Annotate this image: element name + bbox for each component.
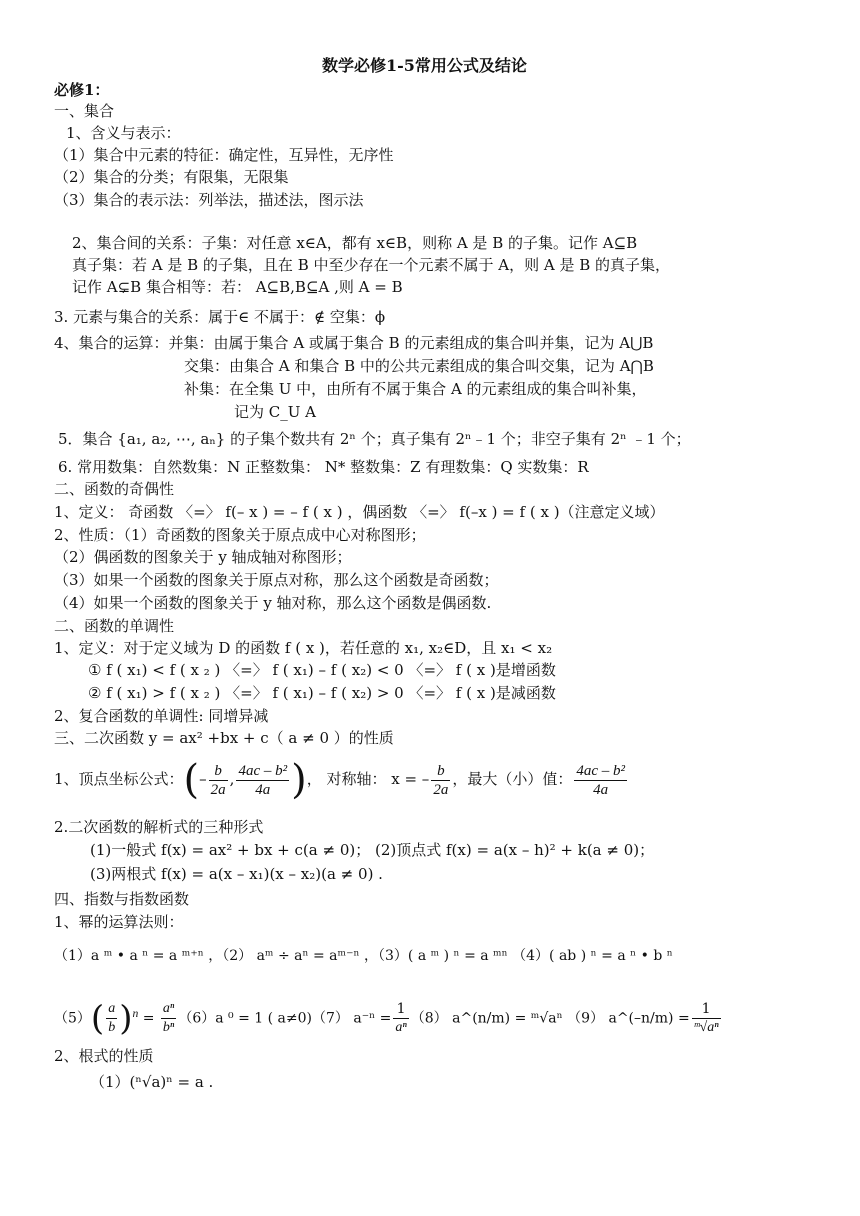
fraction-denominator: 4a	[255, 781, 271, 798]
fraction-denominator: 2a	[433, 781, 449, 798]
fraction-numerator: 1	[393, 1000, 408, 1019]
section-heading: 必修1：	[54, 81, 110, 99]
text-line: （1）a ᵐ • a ⁿ = a ᵐ⁺ⁿ ，（2） aᵐ ÷ aⁿ = aᵐ⁻ⁿ ，（3）( a ᵐ ) ⁿ = a ᵐⁿ （4）( ab ) ⁿ = a ⁿ • b ⁿ	[54, 948, 673, 964]
text-line: (3)两根式 f(x) = a(x – x₁)(x – x₂)(a ≠ 0) .	[90, 865, 383, 883]
heading: 2、根式的性质	[54, 1047, 154, 1065]
text-segment: （5）	[54, 1010, 91, 1027]
text-line: 2、集合间的关系：子集：对任意 x∈A，都有 x∈B，则称 A 是 B 的子集。记作 A⊆B	[72, 234, 638, 252]
fraction-denominator: 2a	[210, 781, 226, 798]
page-title: 数学必修1-5常用公式及结论	[322, 56, 527, 75]
text-line: 2.二次函数的解析式的三种形式	[54, 818, 264, 836]
heading: 二、函数的奇偶性	[54, 480, 175, 498]
fraction-numerator: 4ac – b²	[238, 762, 288, 779]
text-line: 交集：由集合 A 和集合 B 中的公共元素组成的集合叫交集，记为 A⋂B	[184, 357, 654, 375]
text-line: (1)一般式 f(x) = ax² + bx + c(a ≠ 0)； (2)顶点式 f(x) = a(x – h)² + k(a ≠ 0)；	[90, 841, 655, 859]
text-line: 1、定义：对于定义域为 D 的函数 f ( x )，若任意的 x₁, x₂∈D，且 x₁ < x₂	[54, 639, 553, 657]
fraction-numerator: b	[209, 762, 228, 781]
text-line: ① f ( x₁) < f ( x ₂ ) 〈=〉 f ( x₁) – f ( x₂) < 0 〈=〉 f ( x )是增函数	[88, 661, 556, 679]
text-line: 3. 元素与集合的关系：属于∈ 不属于：∉ 空集：ϕ	[54, 308, 386, 326]
text-line: 记为 C_U A	[234, 403, 316, 421]
text-line: 4、集合的运算：并集：由属于集合 A 或属于集合 B 的元素组成的集合叫并集，记为 A⋃B	[54, 334, 654, 352]
fraction-numerator: aⁿ	[161, 1000, 176, 1019]
fraction-denominator: aⁿ	[395, 1020, 407, 1036]
text-line: 1、顶点坐标公式：	[54, 770, 184, 788]
vertex-formula-line: 1、顶点坐标公式：(– $\frac{b}{2a}$ , $\frac{\text{4ac – b²}}{4a}$ )， 对称轴： x = – $\frac{b}{2a}$ ，最大（小）值： $\frac{\text{4ac – b²}}{4a}$	[54, 757, 625, 803]
text-line: 1、定义： 奇函数 〈=〉 f(– x ) = – f ( x ) ，偶函数 〈=〉 f(–x ) = f ( x )（注意定义域）	[54, 503, 665, 521]
fraction-numerator: 1	[692, 1000, 721, 1019]
text-line: （2）集合的分类；有限集，无限集	[54, 168, 289, 186]
fraction-denominator: 4a	[593, 781, 609, 798]
text-line: （4）如果一个函数的图象关于 y 轴对称，那么这个函数是偶函数.	[54, 594, 492, 612]
text-line: （1）(ⁿ√a)ⁿ = a .	[90, 1073, 214, 1091]
fraction-numerator: 4ac – b²	[576, 762, 625, 779]
heading: 一、集合	[54, 102, 115, 120]
heading: 三、二次函数 y = ax² +bx + c（ a ≠ 0 ）的性质	[54, 729, 394, 747]
text-line: 5．集合 {a₁, a₂, ⋯, aₙ} 的子集个数共有 2ⁿ 个；真子集有 2ⁿ﹣1 个；非空子集有 2ⁿ ﹣1 个；	[58, 430, 691, 448]
text-segment: （8） a^(n/m) = ᵐ√aⁿ （9） a^(–n/m) =	[410, 1010, 690, 1027]
heading: 二、函数的单调性	[54, 617, 175, 635]
text-line: 6. 常用数集：自然数集：N 正整数集： N* 整数集：Z 有理数集：Q 实数集：R	[58, 458, 589, 476]
text-line: ② f ( x₁) > f ( x ₂ ) 〈=〉 f ( x₁) – f ( x₂) > 0 〈=〉 f ( x )是减函数	[88, 684, 556, 702]
heading: 四、指数与指数函数	[54, 890, 190, 908]
text-segment: ，最大（小）值：	[452, 770, 573, 788]
text-line: （3）集合的表示法：列举法，描述法，图示法	[54, 191, 364, 209]
text-line: （3）如果一个函数的图象关于原点对称，那么这个函数是奇函数；	[54, 571, 499, 589]
text-segment: ， 对称轴： x = –	[306, 770, 430, 788]
text-segment: （6）a ⁰ = 1 ( a≠0)（7） a⁻ⁿ =	[178, 1010, 392, 1027]
fraction-denominator: ᵐ√aⁿ	[693, 1020, 719, 1036]
fraction-numerator: a	[106, 1000, 117, 1019]
text-line: 真子集：若 A 是 B 的子集，且在 B 中至少存在一个元素不属于 A，则 A 是 B 的真子集，	[72, 256, 671, 274]
text-line: 1、含义与表示：	[66, 124, 181, 142]
fraction-numerator: b	[431, 762, 450, 781]
text-line: （2）偶函数的图象关于 y 轴成轴对称图形；	[54, 548, 352, 566]
text-line: 补集：在全集 U 中，由所有不属于集合 A 的元素组成的集合叫补集，	[184, 380, 647, 398]
text-line: 1、幂的运算法则：	[54, 913, 184, 931]
text-line: （1）集合中元素的特征：确定性，互异性，无序性	[54, 146, 394, 164]
fraction-denominator: b	[108, 1020, 116, 1036]
exponent-rules-line: （5）( $\frac{a}{b}$ )$^n$ = $\frac{\text{aⁿ}}{\text{bⁿ}}$ （6）a ⁰ = 1 ( a≠0)（7） a⁻ⁿ = $\frac{1}{\text{aⁿ}}$ （8） a^(n/m) = ᵐ√aⁿ （9） a^(–n/m) = $\frac{1}{\text{ᵐ√aⁿ}}$	[54, 998, 719, 1039]
text-line: 2、性质：（1）奇函数的图象关于原点成中心对称图形；	[54, 526, 426, 544]
text-line: 记作 A⊊B 集合相等：若： A⊆B,B⊆A ,则 A = B	[72, 278, 403, 296]
fraction-denominator: bⁿ	[162, 1020, 175, 1036]
text-line: 2、复合函数的单调性: 同增异减	[54, 707, 269, 725]
